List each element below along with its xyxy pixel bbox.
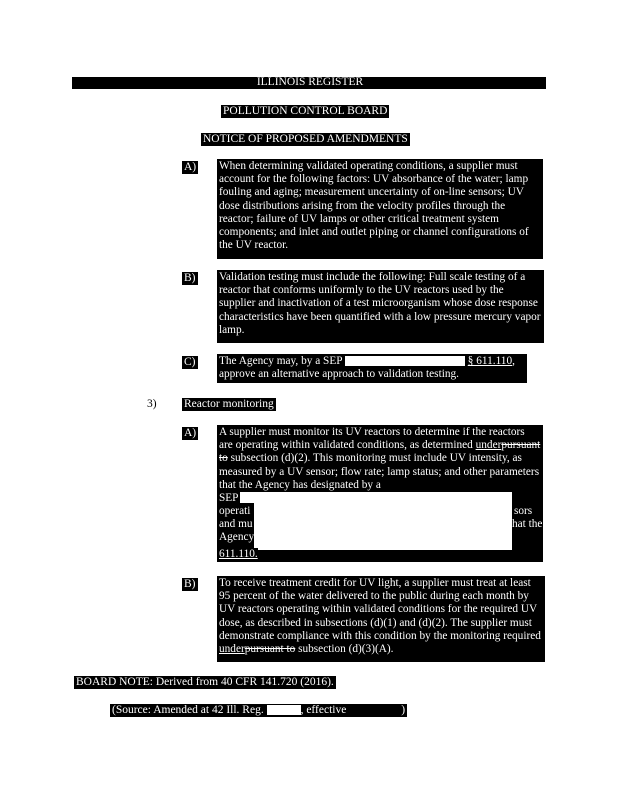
monitoring-a-strike: pursuant to — [219, 439, 541, 465]
notice-title: NOTICE OF PROPOSED AMENDMENTS — [203, 133, 408, 145]
item-c-reference: § 611.110 — [467, 355, 513, 367]
section-3-title: Reactor monitoring — [184, 398, 274, 410]
item-b-text: Validation testing must include the following: Full scale testing of a reactor that conforms uniformly to the UV reactors used by the supplier and inactivation of a test microorganism whose dose response characteristics have been quantified with a low pressure mercury vapor lamp. — [217, 270, 544, 343]
item-c-text — [217, 354, 527, 383]
item-a-text: When determining validated operating conditions, a supplier must account for the following factors: UV absorbance of the water; lamp fouling and aging; measurement uncertainty of on-line sensors; UV dose distributions arising from the velocity profiles through the reactor; failure of UV lamps or other critical treatment system components; and inlet and outlet piping or channel configurations of the UV reactor. — [217, 159, 543, 259]
monitoring-a-frag-4: sors — [514, 505, 533, 517]
monitoring-b-text-start: To receive treatment credit for UV light, a supplier must treat at least 95 percent of the water delivered to the public during each month by UV reactors operating within validated conditions for the required UV dose, as described in subsections (d)(1) and (d)(2). The supplier must demonstrate compliance with this condition by the monitoring required — [219, 577, 541, 642]
monitoring-a-frag-1: operati — [219, 505, 254, 518]
monitoring-a-text-middle: subsection (d)(2). This monitoring must include UV intensity, as measured by a UV sensor; flow rate; lamp status; and other parameters that the Agency has designated by a — [219, 452, 540, 491]
monitoring-a-text-start: A supplier must monitor its UV reactors to determine if the reactors are operating within validated conditions, as determined — [219, 426, 525, 452]
register-title: ILLINOIS REGISTER — [256, 76, 364, 88]
monitoring-a-frag-3: Agency — [219, 531, 254, 543]
item-c-text-end: , approve an alternative approach to validation testing. — [219, 355, 515, 381]
item-c-label: C) — [184, 356, 196, 368]
section-3-number: 3) — [147, 398, 157, 410]
item-b-label: B) — [184, 272, 196, 284]
source-effective: , effective — [300, 704, 347, 716]
source-suffix: ) — [401, 704, 406, 716]
monitoring-a-redaction — [254, 492, 512, 550]
monitoring-a-sep: SEP — [219, 492, 239, 504]
monitoring-b-under: under — [219, 643, 245, 656]
monitoring-a-redaction-2 — [240, 492, 254, 503]
monitoring-a-under: under — [475, 439, 502, 452]
item-a-label: A) — [184, 161, 197, 173]
item-c-redaction — [345, 356, 465, 366]
board-title: POLLUTION CONTROL BOARD — [223, 105, 388, 117]
monitoring-a-label: A) — [184, 427, 197, 439]
source-prefix: (Source: Amended at 42 Ill. Reg. — [112, 704, 264, 716]
source-redaction-2 — [349, 705, 401, 715]
item-c-text-start: The Agency may, by a SEP — [219, 355, 343, 367]
monitoring-a-reference: 611.110. — [219, 548, 258, 560]
monitoring-b-label: B) — [184, 578, 196, 590]
monitoring-b-text — [217, 576, 545, 662]
monitoring-b-strike: pursuant to — [244, 643, 296, 656]
source-redaction-1 — [267, 705, 301, 715]
monitoring-a-frag-2: and mu — [219, 518, 253, 530]
monitoring-a-frag-5: hat the — [512, 518, 543, 530]
board-note: BOARD NOTE: Derived from 40 CFR 141.720 (2016). — [76, 676, 334, 688]
monitoring-b-text-end: subsection (d)(3)(A). — [298, 643, 394, 656]
source-line — [110, 704, 407, 717]
